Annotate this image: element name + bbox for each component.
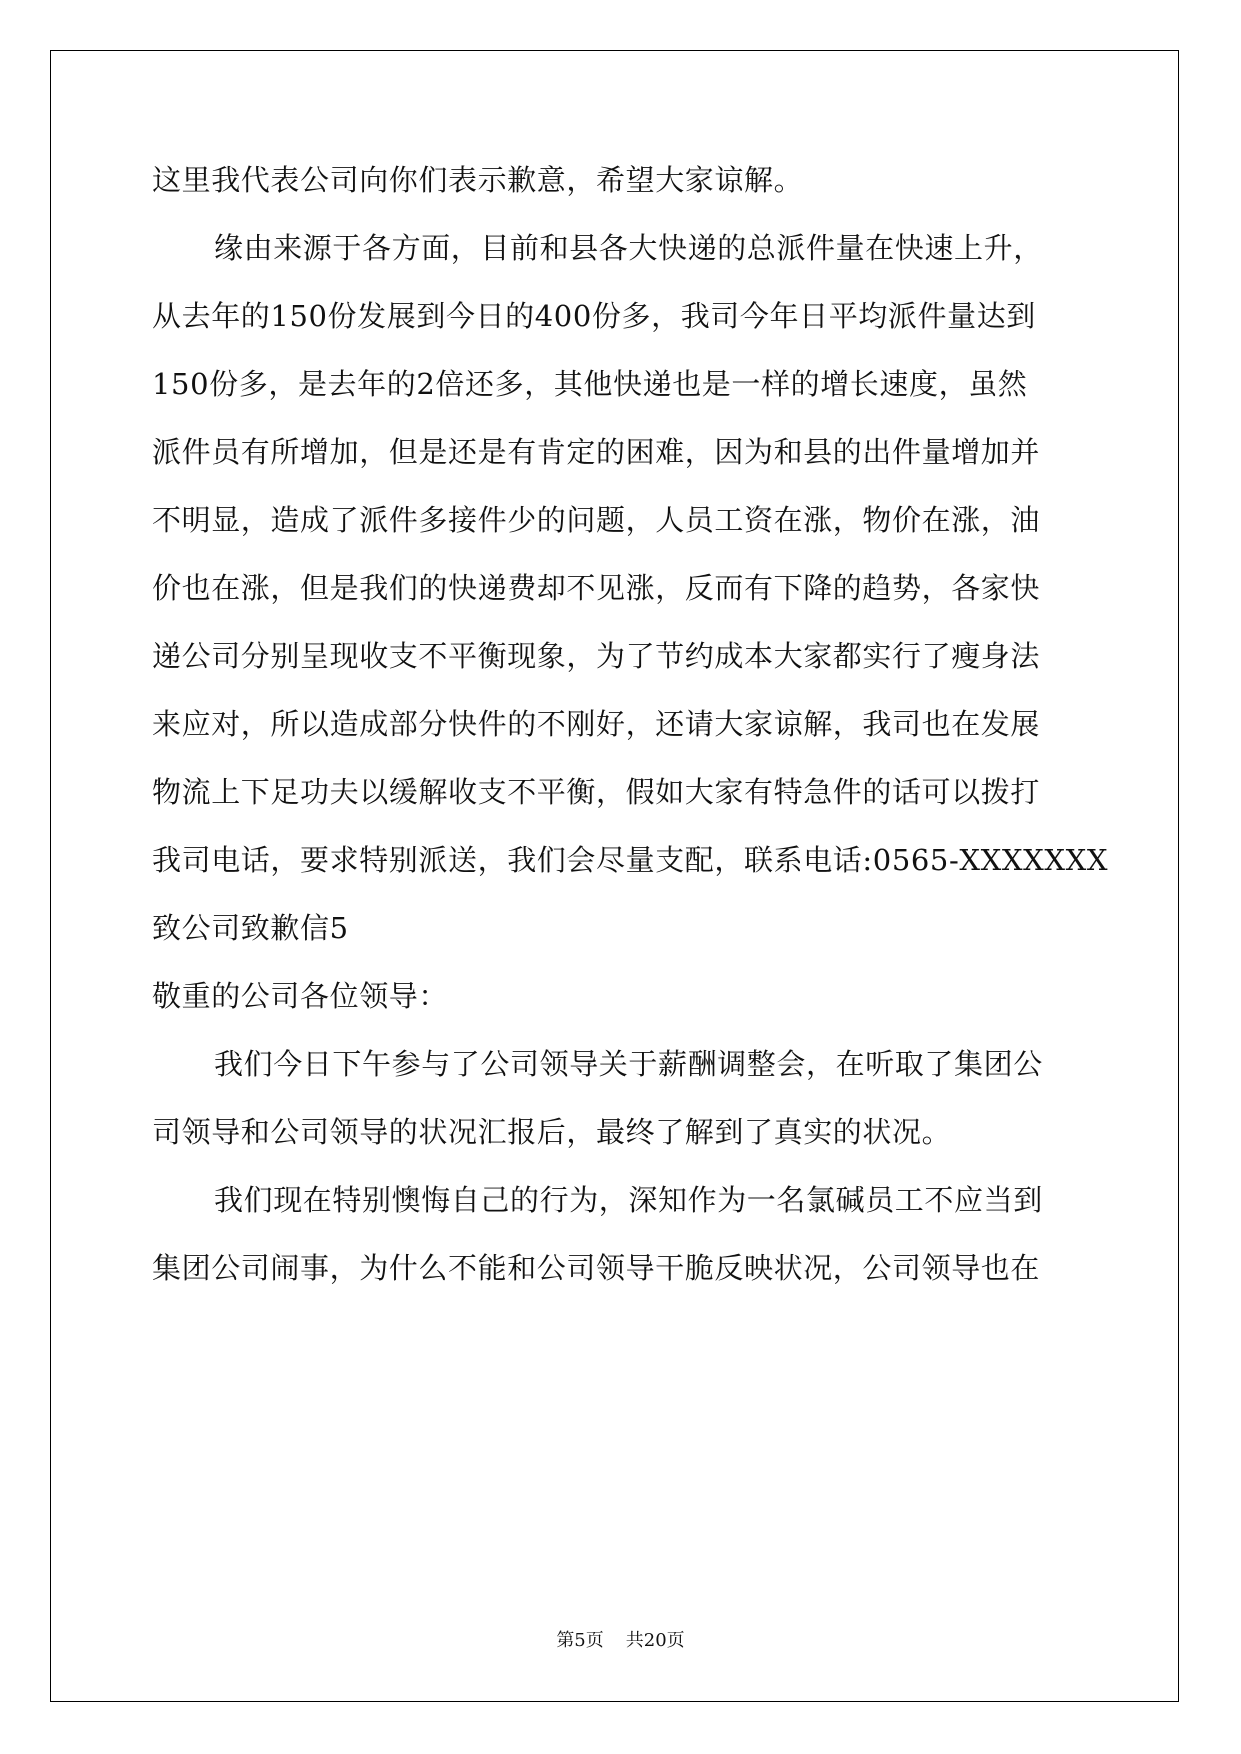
- text-line: 司领导和公司领导的状况汇报后，最终了解到了真实的状况。: [152, 1115, 952, 1149]
- paragraph-start-line: 我们现在特别懊悔自己的行为，深知作为一名氯碱员工不应当到: [214, 1183, 1043, 1217]
- text-line: 递公司分别呈现收支不平衡现象，为了节约成本大家都实行了瘦身法: [152, 639, 1041, 673]
- page-footer: [0, 1626, 1241, 1652]
- text-line: 150份多，是去年的2倍还多，其他快递也是一样的增长速度，虽然: [152, 367, 1028, 401]
- paragraph-start-line: 缘由来源于各方面，目前和县各大快递的总派件量在快速上升，: [214, 231, 1043, 265]
- page-number: 第5页: [556, 1630, 604, 1651]
- text-line: 从去年的150份发展到今日的400份多，我司今年日平均派件量达到: [152, 299, 1036, 333]
- text-line: 物流上下足功夫以缓解收支不平衡，假如大家有特急件的话可以拨打: [152, 775, 1041, 809]
- salutation: 敬重的公司各位领导：: [152, 979, 449, 1013]
- paragraph-start-line: 我们今日下午参与了公司领导关于薪酬调整会，在听取了集团公: [214, 1047, 1043, 1081]
- text-line: 派件员有所增加，但是还是有肯定的困难，因为和县的出件量增加并: [152, 435, 1041, 469]
- text-line: 我司电话，要求特别派送，我们会尽量支配，联系电话:0565-XXXXXXX: [152, 843, 1109, 877]
- text-line: 价也在涨，但是我们的快递费却不见涨，反而有下降的趋势，各家快: [152, 571, 1041, 605]
- text-line: 集团公司闹事，为什么不能和公司领导干脆反映状况，公司领导也在: [152, 1251, 1041, 1285]
- text-line: 来应对，所以造成部分快件的不刚好，还请大家谅解，我司也在发展: [152, 707, 1041, 741]
- text-line: 不明显，造成了派件多接件少的问题，人员工资在涨，物价在涨，油: [152, 503, 1041, 537]
- section-heading: 致公司致歉信5: [152, 911, 349, 945]
- page-total: 共20页: [625, 1630, 685, 1651]
- text-line: 这里我代表公司向你们表示歉意，希望大家谅解。: [152, 163, 804, 197]
